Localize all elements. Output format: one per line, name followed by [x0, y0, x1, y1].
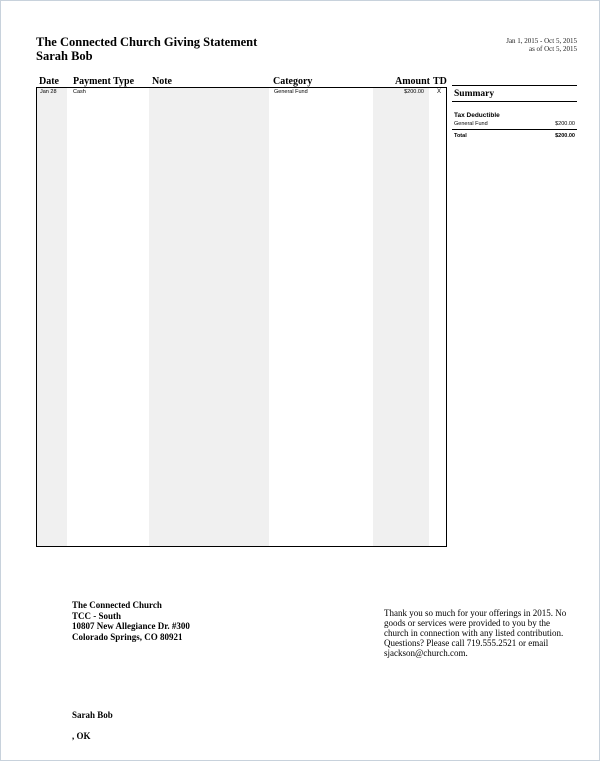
cell-payment-type: Cash: [73, 89, 86, 95]
header-date: Date: [39, 76, 59, 87]
header-amount: Amount: [395, 76, 431, 87]
summary-panel: [452, 85, 577, 141]
summary-title: Summary: [454, 89, 495, 99]
church-address: [72, 600, 190, 642]
church-city: Colorado Springs, CO 80921: [72, 631, 183, 642]
summary-total: [452, 129, 577, 141]
date-range-text: Jan 1, 2015 - Oct 5, 2015: [506, 37, 577, 45]
column-payment-type: [67, 88, 149, 546]
summary-total-label: Total: [454, 133, 467, 139]
statement-title: The Connected Church Giving Statement: [36, 35, 258, 49]
cell-td: X: [437, 89, 442, 95]
mailing-city: , OK: [72, 731, 91, 741]
table-row: [37, 89, 446, 98]
header-payment-type: Payment Type: [73, 76, 135, 87]
as-of-text: as of Oct 5, 2015: [528, 45, 577, 53]
column-amount: [373, 88, 429, 546]
church-campus: TCC - South: [72, 610, 122, 621]
summary-line-label: General Fund: [454, 121, 488, 127]
date-range: [506, 37, 577, 53]
column-date: [37, 88, 67, 546]
header-category: Category: [273, 76, 313, 87]
church-street: 10807 New Allegiance Dr. #300: [72, 621, 190, 631]
mailing-name: Sarah Bob: [72, 710, 113, 720]
cell-category: General Fund: [274, 89, 308, 95]
summary-total-amount: $200.00: [555, 133, 575, 139]
recipient-name: Sarah Bob: [36, 49, 93, 63]
header-td: TD: [433, 76, 447, 87]
summary-section-label: Tax Deductible: [454, 112, 500, 119]
summary-line: [452, 119, 577, 129]
column-category: [269, 88, 373, 546]
church-name: The Connected Church: [72, 600, 162, 610]
column-td: [429, 88, 447, 546]
thank-you-note: Thank you so much for your offerings in 2015. No goods or services were provided to you by the church in connection with any listed contribution. Questions? Please call 719.555.2521 or email sjackson@church.com.: [384, 608, 567, 658]
column-note: [149, 88, 269, 546]
header-note: Note: [152, 76, 172, 87]
summary-line-amount: $200.00: [555, 121, 575, 127]
cell-amount: $200.00: [404, 89, 424, 95]
cell-date: Jan 28: [40, 89, 57, 95]
summary-rule: [452, 101, 577, 102]
contributions-table: [36, 87, 447, 547]
